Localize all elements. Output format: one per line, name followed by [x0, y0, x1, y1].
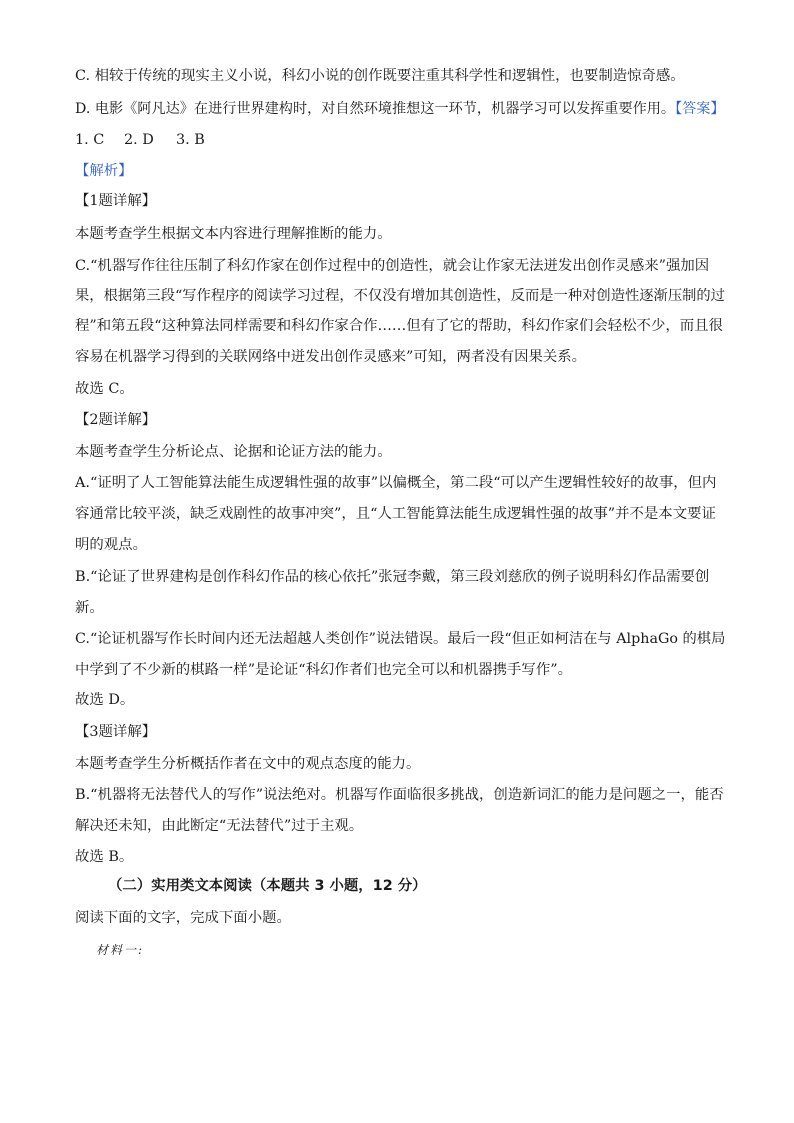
q3-title: 【3题详解】: [75, 724, 157, 740]
q2-line: B.“论证了世界建构是创作科幻作品的核心依托”张冠李戴，第三段刘慈欣的例子说明科幻作品需要创: [75, 569, 710, 585]
answer-label: 【答案】: [675, 101, 725, 117]
analysis-label: 【解析】: [75, 163, 133, 179]
q1-conclusion: 故选 C。: [75, 381, 134, 397]
q2-conclusion: 故选 D。: [75, 692, 135, 708]
answer-3: 3. B: [176, 132, 205, 148]
section-heading: （二）实用类文本阅读（本题共 3 小题，12 分）: [108, 878, 427, 894]
q3-conclusion: 故选 B。: [75, 849, 134, 865]
q2-title: 【2题详解】: [75, 412, 157, 428]
q2-line: 中学到了不少新的棋路一样”是论证“科幻作者们也完全可以和机器携手写作”。: [75, 662, 572, 678]
answer-2: 2. D: [124, 132, 154, 148]
q2-intro: 本题考查学生分析论点、论据和论证方法的能力。: [75, 444, 392, 460]
q2-line: 明的观点。: [75, 537, 147, 553]
answer-1: 1. C: [75, 132, 105, 148]
q2-line: 新。: [75, 600, 104, 616]
option-d-text: D. 电影《阿凡达》在进行世界建构时，对自然环境推想这一环节，机器学习可以发挥重要作用。: [75, 101, 676, 117]
option-c-line: C. 相较于传统的现实主义小说，科幻小说的创作既要注重其科学性和逻辑性，也要制造惊奇感。: [75, 68, 685, 84]
q3-line: 解决还未知，由此断定“无法替代”过于主观。: [75, 818, 364, 834]
option-d-line: [75, 99, 725, 119]
q1-line: 果，根据第三段“写作程序的阅读学习过程，不仅没有增加其创造性，反而是一种对创造性逐渐压制的过: [75, 288, 725, 304]
q1-intro: 本题考查学生根据文本内容进行理解推断的能力。: [75, 226, 392, 242]
q2-line: C.“论证机器写作长时间内还无法超越人类创作”说法错误。最后一段“但正如柯洁在与 AlphaGo 的棋局: [75, 631, 726, 647]
answers-row: [75, 130, 725, 150]
q3-intro: 本题考查学生分析概括作者在文中的观点态度的能力。: [75, 756, 421, 772]
q1-line: C.“机器写作往往压制了科幻作家在创作过程中的创造性，就会让作家无法迸发出创作灵感来”强加因: [75, 258, 710, 274]
material-label: 材料一:: [96, 943, 145, 957]
q1-line: 程”和第五段“这种算法同样需要和科幻作家合作……但有了它的帮助，科幻作家们会轻松不少，而且很: [75, 318, 723, 334]
q2-line: A.“证明了人工智能算法能生成逻辑性强的故事”以偏概全，第二段“可以产生逻辑性较好的故事，但内: [75, 475, 717, 491]
q3-line: B.“机器将无法替代人的写作”说法绝对。机器写作面临很多挑战，创造新词汇的能力是问题之一，能否: [75, 787, 724, 803]
q1-line: 容易在机器学习得到的关联网络中迸发出创作灵感来”可知，两者没有因果关系。: [75, 349, 587, 365]
q1-title: 【1题详解】: [75, 193, 157, 209]
instruction-line: 阅读下面的文字，完成下面小题。: [75, 910, 291, 926]
q2-line: 容通常比较平淡，缺乏戏剧性的故事冲突”，且“人工智能算法能生成逻辑性强的故事”并不是本文要证: [75, 506, 716, 522]
